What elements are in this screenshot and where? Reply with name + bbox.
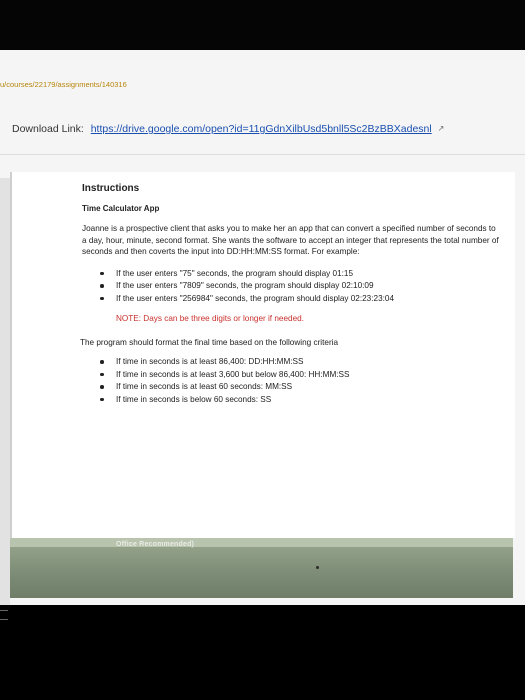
examples-list xyxy=(82,268,502,305)
list-item: If time in seconds is at least 86,400: DD:HH:MM:SS xyxy=(100,356,502,368)
list-item: If time in seconds is at least 3,600 but below 86,400: HH:MM:SS xyxy=(100,369,502,381)
assignment-content xyxy=(82,183,502,411)
browser-screen xyxy=(0,50,525,605)
address-bar[interactable] xyxy=(0,80,127,89)
app-title: Time Calculator App xyxy=(82,203,160,213)
bezel-bottom xyxy=(0,605,525,700)
note-text: NOTE: Days can be three digits or longer if needed. xyxy=(116,314,304,323)
download-label: Download Link: xyxy=(12,123,84,135)
instructions-heading: Instructions xyxy=(82,183,140,194)
list-item: If the user enters "7809" seconds, the program should display 02:10:09 xyxy=(100,280,502,292)
footer-bar xyxy=(10,538,513,598)
download-row xyxy=(12,123,444,135)
intro-paragraph: Joanne is a prospective client that asks you to make her an app that can convert a specified number of seconds to a day, hour, minute, second format. She wants the software to accept an integer that represents the total number of seconds and then coverts the input into DD:HH:MM:SS format. For example: xyxy=(82,224,499,256)
download-link[interactable]: https://drive.google.com/open?id=11gGdnXilbUsd5bnll5Sc2BzBBXadesnl xyxy=(90,123,432,135)
cursor-dot xyxy=(316,566,319,569)
left-gutter xyxy=(0,178,10,605)
criteria-heading: The program should format the final time based on the following criteria xyxy=(80,337,339,347)
office-recommended-label: Office Recommended) xyxy=(116,541,195,548)
footer-bar-header xyxy=(10,538,513,547)
url-text: u/courses/22179/assignments/140316 xyxy=(0,80,127,89)
list-item: If time in seconds is below 60 seconds: SS xyxy=(100,394,502,406)
list-item: If time in seconds is at least 60 seconds: MM:SS xyxy=(100,381,502,393)
criteria-list xyxy=(82,356,502,405)
list-item: If the user enters "256984" seconds, the program should display 02:23:23:04 xyxy=(100,293,502,305)
list-item: If the user enters "75" seconds, the program should display 01:15 xyxy=(100,268,502,280)
external-link-icon[interactable]: ↗ xyxy=(437,124,445,133)
divider xyxy=(0,154,525,155)
bezel-mark xyxy=(0,610,8,620)
